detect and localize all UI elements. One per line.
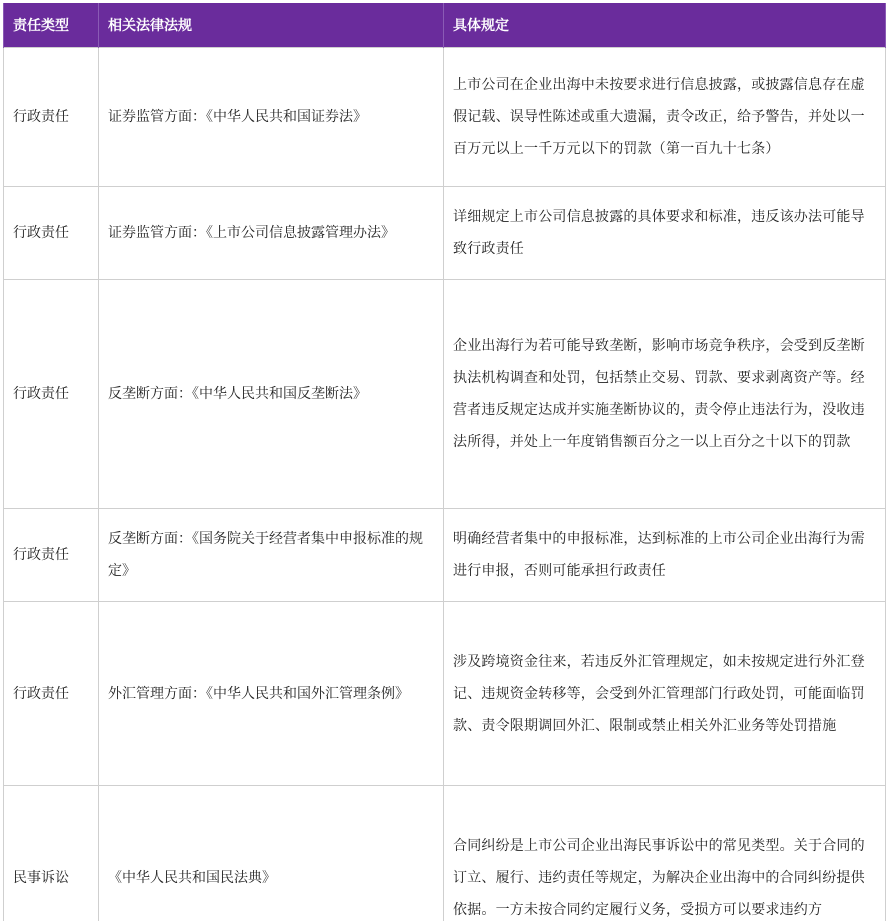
cell-law: 证券监管方面：《中华人民共和国证券法》 <box>99 48 444 187</box>
header-specific-provisions: 具体规定 <box>444 3 886 48</box>
table-row <box>4 509 886 602</box>
cell-detail: 上市公司在企业出海中未按要求进行信息披露，或披露信息存在虚假记载、误导性陈述或重大遗漏，责令改正，给予警告，并处以一百万元以上一千万元以下的罚款（第一百九十七条） <box>444 48 886 187</box>
cell-liability-type: 行政责任 <box>4 187 99 280</box>
cell-detail: 详细规定上市公司信息披露的具体要求和标准，违反该办法可能导致行政责任 <box>444 187 886 280</box>
cell-law: 反垄断方面：《中华人民共和国反垄断法》 <box>99 280 444 509</box>
cell-law: 《中华人民共和国民法典》 <box>99 786 444 921</box>
cell-liability-type: 民事诉讼 <box>4 786 99 921</box>
cell-detail: 企业出海行为若可能导致垄断，影响市场竞争秩序，会受到反垄断执法机构调查和处罚，包括禁止交易、罚款、要求剥离资产等。经营者违反规定达成并实施垄断协议的，责令停止违法行为，没收违法所得，并处上一年度销售额百分之一以上百分之十以下的罚款 <box>444 280 886 509</box>
cell-liability-type: 行政责任 <box>4 280 99 509</box>
cell-liability-type: 行政责任 <box>4 48 99 187</box>
cell-detail: 明确经营者集中的申报标准，达到标准的上市公司企业出海行为需进行申报，否则可能承担行政责任 <box>444 509 886 602</box>
table-row <box>4 786 886 921</box>
cell-law: 外汇管理方面：《中华人民共和国外汇管理条例》 <box>99 602 444 786</box>
table-row <box>4 602 886 786</box>
cell-detail: 涉及跨境资金往来，若违反外汇管理规定，如未按规定进行外汇登记、违规资金转移等，会受到外汇管理部门行政处罚，可能面临罚款、责令限期调回外汇、限制或禁止相关外汇业务等处罚措施 <box>444 602 886 786</box>
header-liability-type: 责任类型 <box>4 3 99 48</box>
table-row <box>4 280 886 509</box>
header-related-laws: 相关法律法规 <box>99 3 444 48</box>
cell-detail: 合同纠纷是上市公司企业出海民事诉讼中的常见类型。关于合同的订立、履行、违约责任等规定，为解决企业出海中的合同纠纷提供依据。一方未按合同约定履行义务，受损方可以要求违约方 <box>444 786 886 921</box>
table-header-row <box>4 3 886 48</box>
table-row <box>4 187 886 280</box>
cell-liability-type: 行政责任 <box>4 602 99 786</box>
cell-liability-type: 行政责任 <box>4 509 99 602</box>
legal-liability-table <box>3 3 886 921</box>
cell-law: 证券监管方面：《上市公司信息披露管理办法》 <box>99 187 444 280</box>
table-row <box>4 48 886 187</box>
cell-law: 反垄断方面：《国务院关于经营者集中申报标准的规定》 <box>99 509 444 602</box>
